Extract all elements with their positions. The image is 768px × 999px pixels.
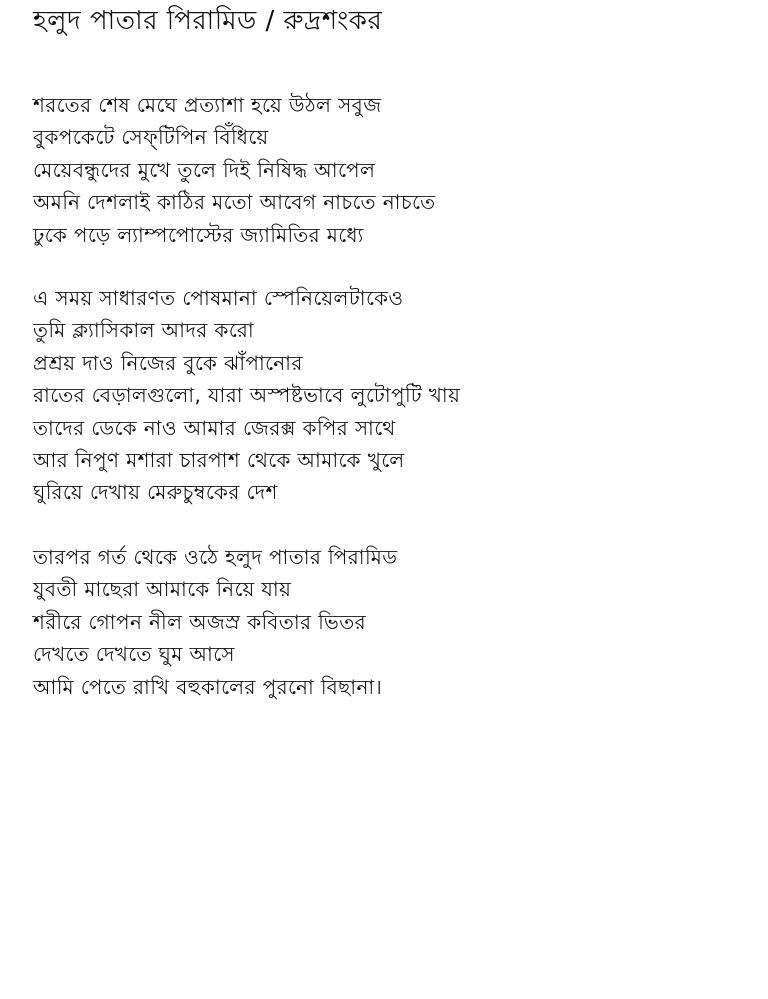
stanza-1 bbox=[33, 89, 753, 251]
poem-line: মেয়েবন্ধুদের মুখে তুলে দিই নিষিদ্ধ আপেল bbox=[33, 157, 376, 182]
poem-line: রাতের বেড়ালগুলো, যারা অস্পষ্টভাবে লুটোপুটি খায় bbox=[33, 383, 461, 408]
poem-line: তাদের ডেকে নাও আমার জেরক্স কপির সাথে bbox=[33, 415, 396, 440]
stanza-3 bbox=[33, 541, 753, 703]
poem-line: তুমি ক্ল্যাসিকাল আদর করো bbox=[33, 318, 255, 343]
poem-line: প্রশ্রয় দাও নিজের বুকে ঝাঁপানোর bbox=[33, 350, 303, 375]
poem-line: শরতের শেষ মেঘে প্রত্যাশা হয়ে উঠল সবুজ bbox=[33, 93, 382, 117]
poem-line: তারপর গর্ত থেকে ওঠে হলুদ পাতার পিরামিড bbox=[33, 544, 398, 569]
poem-line: আমি পেতে রাখি বহুকালের পুরনো বিছানা। bbox=[33, 674, 383, 699]
poem-line: অমনি দেশলাই কাঠির মতো আবেগ নাচতে নাচতে bbox=[33, 190, 436, 215]
poem-line: দেখতে দেখতে ঘুম আসে bbox=[33, 642, 235, 667]
poem-line: শরীরে গোপন নীল অজস্র কবিতার ভিতর bbox=[33, 609, 367, 634]
poem-line: ঘুরিয়ে দেখায় মেরুচুম্বকের দেশ bbox=[33, 480, 278, 505]
poem-line: বুকপকেটে সেফ্‌টিপিন বিঁধিয়ে bbox=[33, 125, 269, 150]
poem-line: এ সময় সাধারণত পোষমানা স্পেনিয়েলটাকেও bbox=[33, 286, 404, 311]
poem-line: যুবতী মাছেরা আমাকে নিয়ে যায় bbox=[33, 577, 292, 602]
poem-line: আর নিপুণ মশারা চারপাশ থেকে আমাকে খুলে bbox=[33, 448, 405, 473]
poem-title: হলুদ পাতার পিরামিড / রুদ্রশংকর bbox=[33, 6, 383, 36]
stanza-2 bbox=[33, 282, 753, 509]
poem-page bbox=[33, 0, 753, 703]
poem-line: ঢুকে পড়ে ল্যাম্পপোস্টের জ্যামিতির মধ্যে bbox=[33, 222, 364, 247]
